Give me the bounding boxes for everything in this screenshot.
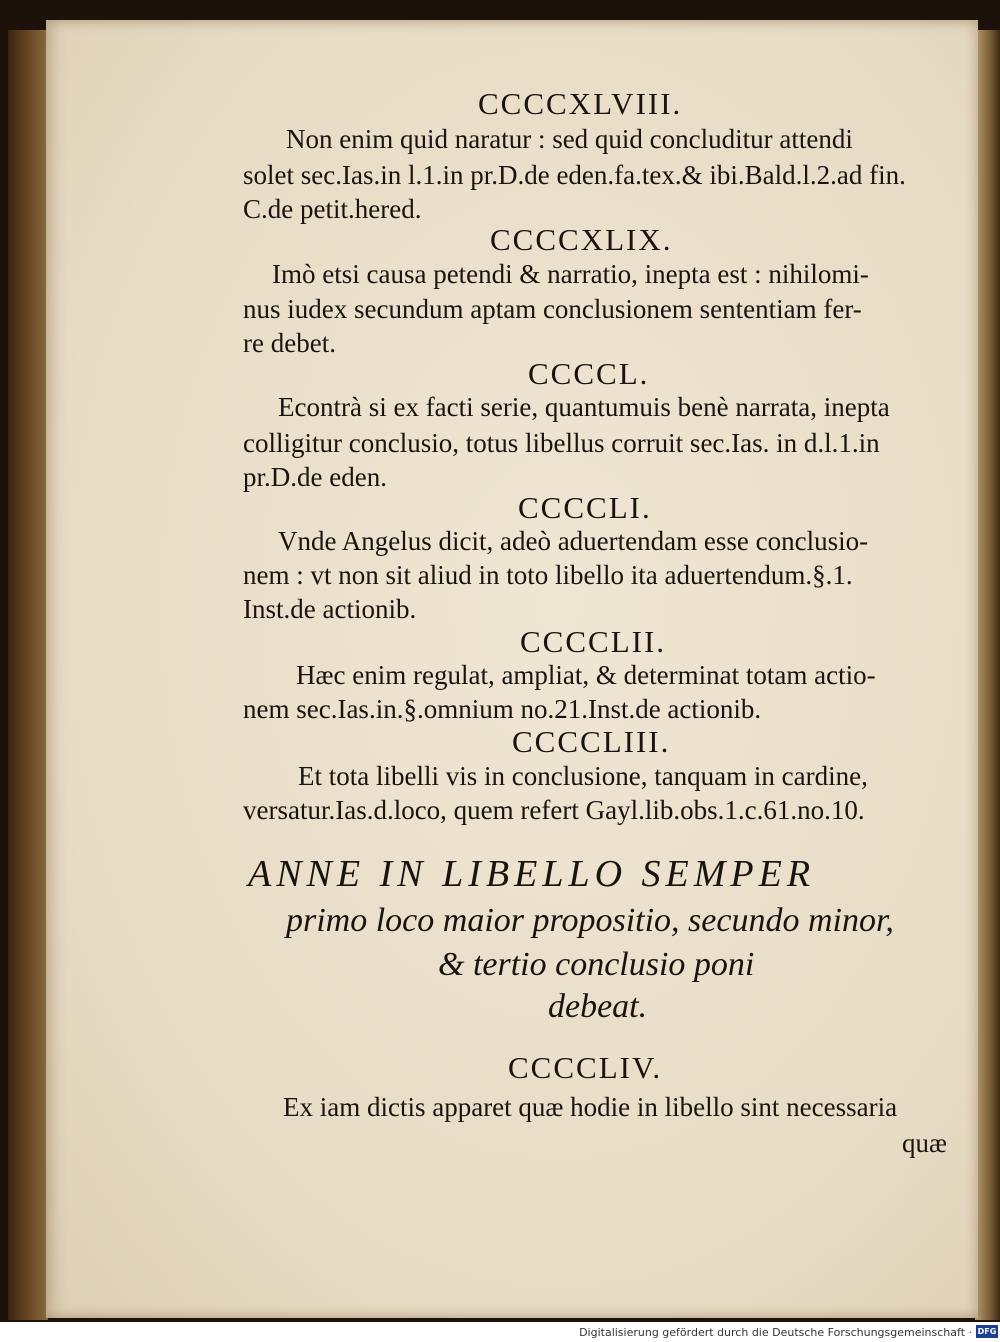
text-line: C.de petit.hered. <box>243 194 422 224</box>
text-line: pr.D.de eden. <box>243 462 387 492</box>
text-line: Econtrà si ex facti serie, quantumuis benè narrata, inepta <box>278 392 890 422</box>
text-line: Vnde Angelus dicit, adeò aduertendam esse conclusio- <box>278 526 869 556</box>
section-number: CCCCXLVIII. <box>478 86 683 121</box>
footer-credit: Digitalisierung gefördert durch die Deutsche Forschungsgemeinschaft · <box>579 1326 972 1339</box>
section-number: CCCCLII. <box>520 624 667 659</box>
section-number: CCCCL. <box>528 356 650 391</box>
text-line: Imò etsi causa petendi & narratio, inepta est : nihilomi- <box>272 259 869 289</box>
section-number: CCCCLIV. <box>508 1050 663 1085</box>
book-spine-edge <box>8 30 48 1320</box>
text-line: Inst.de actionib. <box>243 594 417 624</box>
chapter-heading-line: debeat. <box>548 988 648 1025</box>
chapter-heading-line: primo loco maior propositio, secundo minor, <box>286 902 894 939</box>
text-line: Hæc enim regulat, ampliat, & determinat totam actio- <box>296 660 876 690</box>
text-line: solet sec.Ias.in l.1.in pr.D.de eden.fa.tex.& ibi.Bald.l.2.ad fin. <box>243 160 906 190</box>
text-line: nem : vt non sit aliud in toto libello ita aduertendum.§.1. <box>243 560 853 590</box>
text-line: versatur.Ias.d.loco, quem refert Gayl.lib.obs.1.c.61.no.10. <box>243 795 865 825</box>
text-line: Ex iam dictis apparet quæ hodie in libello sint necessaria <box>283 1092 898 1122</box>
text-line: colligitur conclusio, totus libellus corruit sec.Ias. in d.l.1.in <box>243 428 880 458</box>
page-stack-edge <box>975 30 1000 1320</box>
text-line: Non enim quid naratur : sed quid concluditur attendi <box>286 124 853 154</box>
section-number: CCCCLIII. <box>512 724 671 759</box>
text-line: Et tota libelli vis in conclusione, tanquam in cardine, <box>298 761 868 791</box>
section-number: CCCCXLIX. <box>490 222 673 257</box>
chapter-heading-line: & tertio conclusio poni <box>438 946 755 983</box>
text-line: nus iudex secundum aptam conclusionem sententiam fer- <box>243 294 862 324</box>
text-line: re debet. <box>243 328 336 358</box>
chapter-heading-line: ANNE IN LIBELLO SEMPER <box>248 853 816 895</box>
section-number: CCCCLI. <box>518 490 652 525</box>
text-line: nem sec.Ias.in.§.omnium no.21.Inst.de actionib. <box>243 694 762 724</box>
dfg-logo-icon: DFG <box>977 1327 997 1336</box>
catchword: quæ <box>902 1128 948 1158</box>
